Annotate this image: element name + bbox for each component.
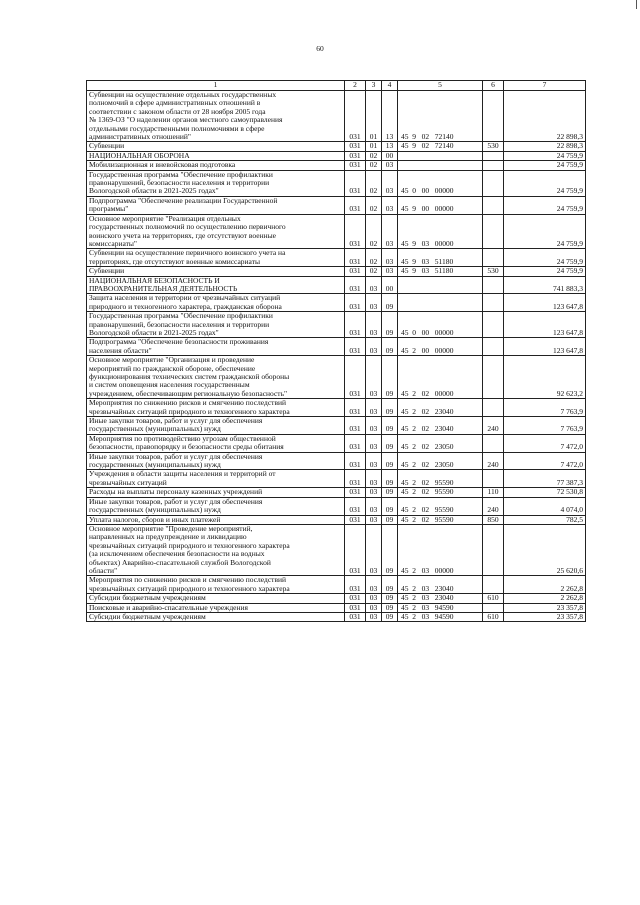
table-row bbox=[87, 267, 586, 276]
amount-cell: 22 898,3 bbox=[504, 91, 586, 142]
table-row bbox=[87, 151, 586, 160]
target-article-cell: 45 9 03 51180 bbox=[398, 267, 483, 276]
subsection-code-cell: 09 bbox=[382, 594, 398, 603]
subsection-code-cell: 09 bbox=[382, 294, 398, 312]
amount-cell: 24 759,9 bbox=[504, 151, 586, 160]
table-row bbox=[87, 170, 586, 196]
budget-table bbox=[86, 80, 586, 622]
section-code-cell: 02 bbox=[366, 170, 382, 196]
target-article-cell bbox=[398, 151, 483, 160]
target-article-cell: 45 2 03 94590 bbox=[398, 603, 483, 612]
section-code-cell: 03 bbox=[366, 594, 382, 603]
section-code-cell: 03 bbox=[366, 488, 382, 497]
section-code-cell: 02 bbox=[366, 196, 382, 214]
expense-type-cell: 240 bbox=[483, 497, 504, 515]
expense-type-cell bbox=[483, 576, 504, 594]
target-article-cell: 45 2 03 23040 bbox=[398, 594, 483, 603]
expense-type-cell: 240 bbox=[483, 452, 504, 470]
ministry-code-cell: 031 bbox=[345, 196, 366, 214]
row-name-cell: Поисковые и аварийно-спасательные учреждения bbox=[87, 603, 345, 612]
target-article-cell: 45 9 03 51180 bbox=[398, 249, 483, 267]
table-row bbox=[87, 91, 586, 142]
expense-type-cell bbox=[483, 214, 504, 249]
row-name-cell: Подпрограмма "Обеспечение безопасности проживания населения области" bbox=[87, 338, 345, 356]
header-cell: 7 bbox=[504, 81, 586, 91]
section-code-cell: 02 bbox=[366, 214, 382, 249]
expense-type-cell bbox=[483, 151, 504, 160]
expense-type-cell bbox=[483, 312, 504, 338]
amount-cell: 24 759,9 bbox=[504, 196, 586, 214]
section-code-cell: 01 bbox=[366, 91, 382, 142]
target-article-cell: 45 2 02 23040 bbox=[398, 399, 483, 417]
header-cell: 4 bbox=[382, 81, 398, 91]
amount-cell: 7 763,9 bbox=[504, 399, 586, 417]
ministry-code-cell: 031 bbox=[345, 142, 366, 151]
subsection-code-cell: 09 bbox=[382, 497, 398, 515]
ministry-code-cell: 031 bbox=[345, 151, 366, 160]
subsection-code-cell: 00 bbox=[382, 276, 398, 294]
table-row bbox=[87, 452, 586, 470]
amount-cell: 77 387,3 bbox=[504, 470, 586, 488]
amount-cell: 23 357,8 bbox=[504, 612, 586, 621]
target-article-cell: 45 2 02 95590 bbox=[398, 515, 483, 524]
expense-type-cell bbox=[483, 434, 504, 452]
section-code-cell: 03 bbox=[366, 399, 382, 417]
amount-cell: 24 759,9 bbox=[504, 267, 586, 276]
target-article-cell: 45 2 02 95590 bbox=[398, 470, 483, 488]
target-article-cell: 45 2 02 23050 bbox=[398, 434, 483, 452]
table-body bbox=[87, 91, 586, 622]
ministry-code-cell: 031 bbox=[345, 399, 366, 417]
amount-cell: 22 898,3 bbox=[504, 142, 586, 151]
expense-type-cell bbox=[483, 161, 504, 170]
target-article-cell: 45 9 02 72140 bbox=[398, 91, 483, 142]
table-row bbox=[87, 338, 586, 356]
ministry-code-cell: 031 bbox=[345, 356, 366, 399]
table-row bbox=[87, 161, 586, 170]
table-row bbox=[87, 196, 586, 214]
amount-cell: 741 883,3 bbox=[504, 276, 586, 294]
target-article-cell: 45 2 02 00000 bbox=[398, 356, 483, 399]
header-cell: 5 bbox=[398, 81, 483, 91]
row-name-cell: Мероприятия по противодействию угрозам общественной безопасности, правопорядку и безопасности среды обитания bbox=[87, 434, 345, 452]
page-number: 60 bbox=[316, 44, 324, 53]
target-article-cell bbox=[398, 294, 483, 312]
row-name-cell: Субсидии бюджетным учреждениям bbox=[87, 594, 345, 603]
amount-cell: 23 357,8 bbox=[504, 603, 586, 612]
table-row bbox=[87, 356, 586, 399]
subsection-code-cell: 09 bbox=[382, 576, 398, 594]
ministry-code-cell: 031 bbox=[345, 452, 366, 470]
ministry-code-cell: 031 bbox=[345, 612, 366, 621]
target-article-cell: 45 2 02 23050 bbox=[398, 452, 483, 470]
expense-type-cell: 110 bbox=[483, 488, 504, 497]
target-article-cell bbox=[398, 161, 483, 170]
section-code-cell: 03 bbox=[366, 497, 382, 515]
ministry-code-cell: 031 bbox=[345, 594, 366, 603]
amount-cell: 2 262,8 bbox=[504, 594, 586, 603]
amount-cell: 24 759,9 bbox=[504, 214, 586, 249]
section-code-cell: 03 bbox=[366, 576, 382, 594]
table-row bbox=[87, 434, 586, 452]
section-code-cell: 03 bbox=[366, 356, 382, 399]
ministry-code-cell: 031 bbox=[345, 434, 366, 452]
header-cell: 6 bbox=[483, 81, 504, 91]
amount-cell: 24 759,9 bbox=[504, 170, 586, 196]
row-name-cell: Государственная программа "Обеспечение профилактики правонарушений, безопасности населения и территории Вологодской области в 2021-2025 годах" bbox=[87, 170, 345, 196]
ministry-code-cell: 031 bbox=[345, 267, 366, 276]
expense-type-cell bbox=[483, 91, 504, 142]
subsection-code-cell: 00 bbox=[382, 151, 398, 160]
row-name-cell: Иные закупки товаров, работ и услуг для обеспечения государственных (муниципальных) нужд bbox=[87, 417, 345, 435]
row-name-cell: Иные закупки товаров, работ и услуг для обеспечения государственных (муниципальных) нужд bbox=[87, 497, 345, 515]
section-code-cell: 03 bbox=[366, 515, 382, 524]
subsection-code-cell: 13 bbox=[382, 91, 398, 142]
amount-cell: 123 647,8 bbox=[504, 338, 586, 356]
expense-type-cell: 240 bbox=[483, 417, 504, 435]
table-row bbox=[87, 312, 586, 338]
subsection-code-cell: 09 bbox=[382, 452, 398, 470]
section-code-cell: 03 bbox=[366, 338, 382, 356]
row-name-cell: Защита населения и территории от чрезвычайных ситуаций природного и техногенного характера, гражданская оборона bbox=[87, 294, 345, 312]
target-article-cell: 45 0 00 00000 bbox=[398, 312, 483, 338]
target-article-cell: 45 2 02 23040 bbox=[398, 417, 483, 435]
expense-type-cell: 610 bbox=[483, 612, 504, 621]
row-name-cell: Мобилизационная и вневойсковая подготовка bbox=[87, 161, 345, 170]
expense-type-cell bbox=[483, 249, 504, 267]
row-name-cell: Иные закупки товаров, работ и услуг для обеспечения государственных (муниципальных) нужд bbox=[87, 452, 345, 470]
expense-type-cell bbox=[483, 524, 504, 575]
target-article-cell: 45 2 02 95590 bbox=[398, 488, 483, 497]
table-row bbox=[87, 603, 586, 612]
table-row bbox=[87, 249, 586, 267]
table-row bbox=[87, 612, 586, 621]
subsection-code-cell: 09 bbox=[382, 417, 398, 435]
section-code-cell: 02 bbox=[366, 151, 382, 160]
ministry-code-cell: 031 bbox=[345, 470, 366, 488]
ministry-code-cell: 031 bbox=[345, 488, 366, 497]
subsection-code-cell: 09 bbox=[382, 603, 398, 612]
table-row bbox=[87, 515, 586, 524]
subsection-code-cell: 13 bbox=[382, 142, 398, 151]
amount-cell: 92 623,2 bbox=[504, 356, 586, 399]
expense-type-cell: 530 bbox=[483, 267, 504, 276]
subsection-code-cell: 09 bbox=[382, 524, 398, 575]
ministry-code-cell: 031 bbox=[345, 338, 366, 356]
ministry-code-cell: 031 bbox=[345, 576, 366, 594]
header-cell: 1 bbox=[87, 81, 345, 91]
row-name-cell: Субвенции на осуществление отдельных государственных полномочий в сфере административных отношений в соответствии с законом области от 28 ноября 2005 года № 1369-ОЗ "О наделении органов местного самоуправления отдельными государственными полномочиями в сфере административных отношений" bbox=[87, 91, 345, 142]
subsection-code-cell: 03 bbox=[382, 249, 398, 267]
section-code-cell: 02 bbox=[366, 161, 382, 170]
subsection-code-cell: 09 bbox=[382, 338, 398, 356]
row-name-cell: Государственная программа "Обеспечение профилактики правонарушений, безопасности населения и территории Вологодской области в 2021-2025 годах" bbox=[87, 312, 345, 338]
amount-cell: 24 759,9 bbox=[504, 161, 586, 170]
table-row bbox=[87, 142, 586, 151]
amount-cell: 7 472,0 bbox=[504, 434, 586, 452]
expense-type-cell bbox=[483, 294, 504, 312]
row-name-cell: Основное мероприятие "Реализация отдельных государственных полномочий по осуществлению первичного воинского учета на территориях, где отсутствуют военные комиссариаты" bbox=[87, 214, 345, 249]
expense-type-cell: 530 bbox=[483, 142, 504, 151]
amount-cell: 2 262,8 bbox=[504, 576, 586, 594]
ministry-code-cell: 031 bbox=[345, 497, 366, 515]
section-code-cell: 03 bbox=[366, 312, 382, 338]
amount-cell: 123 647,8 bbox=[504, 312, 586, 338]
section-code-cell: 03 bbox=[366, 524, 382, 575]
subsection-code-cell: 03 bbox=[382, 170, 398, 196]
row-name-cell: НАЦИОНАЛЬНАЯ ОБОРОНА bbox=[87, 151, 345, 160]
target-article-cell: 45 9 03 00000 bbox=[398, 214, 483, 249]
table-row bbox=[87, 214, 586, 249]
target-article-cell: 45 2 03 94590 bbox=[398, 612, 483, 621]
ministry-code-cell: 031 bbox=[345, 603, 366, 612]
subsection-code-cell: 09 bbox=[382, 488, 398, 497]
row-name-cell: Субвенции на осуществление первичного воинского учета на территориях, где отсутствуют военные комиссариаты bbox=[87, 249, 345, 267]
ministry-code-cell: 031 bbox=[345, 214, 366, 249]
amount-cell: 4 074,0 bbox=[504, 497, 586, 515]
expense-type-cell bbox=[483, 356, 504, 399]
subsection-code-cell: 09 bbox=[382, 434, 398, 452]
section-code-cell: 02 bbox=[366, 249, 382, 267]
table-header-row bbox=[87, 81, 586, 91]
subsection-code-cell: 03 bbox=[382, 196, 398, 214]
section-code-cell: 02 bbox=[366, 267, 382, 276]
target-article-cell: 45 2 03 00000 bbox=[398, 524, 483, 575]
ministry-code-cell: 031 bbox=[345, 91, 366, 142]
amount-cell: 7 472,0 bbox=[504, 452, 586, 470]
target-article-cell: 45 2 03 23040 bbox=[398, 576, 483, 594]
section-code-cell: 03 bbox=[366, 294, 382, 312]
section-code-cell: 01 bbox=[366, 142, 382, 151]
section-code-cell: 03 bbox=[366, 612, 382, 621]
row-name-cell: Расходы на выплаты персоналу казенных учреждений bbox=[87, 488, 345, 497]
ministry-code-cell: 031 bbox=[345, 249, 366, 267]
subsection-code-cell: 03 bbox=[382, 267, 398, 276]
target-article-cell: 45 2 02 95590 bbox=[398, 497, 483, 515]
subsection-code-cell: 03 bbox=[382, 214, 398, 249]
row-name-cell: Уплата налогов, сборов и иных платежей bbox=[87, 515, 345, 524]
row-name-cell: Мероприятия по снижению рисков и смягчению последствий чрезвычайных ситуаций природного и техногенного характера bbox=[87, 576, 345, 594]
ministry-code-cell: 031 bbox=[345, 276, 366, 294]
ministry-code-cell: 031 bbox=[345, 294, 366, 312]
expense-type-cell bbox=[483, 338, 504, 356]
subsection-code-cell: 03 bbox=[382, 161, 398, 170]
expense-type-cell bbox=[483, 196, 504, 214]
target-article-cell: 45 0 00 00000 bbox=[398, 170, 483, 196]
subsection-code-cell: 09 bbox=[382, 612, 398, 621]
expense-type-cell: 850 bbox=[483, 515, 504, 524]
target-article-cell: 45 2 00 00000 bbox=[398, 338, 483, 356]
subsection-code-cell: 09 bbox=[382, 470, 398, 488]
table-row bbox=[87, 294, 586, 312]
row-name-cell: Субсидии бюджетным учреждениям bbox=[87, 612, 345, 621]
section-code-cell: 03 bbox=[366, 276, 382, 294]
ministry-code-cell: 031 bbox=[345, 524, 366, 575]
row-name-cell: Основное мероприятие "Организация и проведение мероприятий по гражданской обороне, обеспечение функционирования технических систем гражданской обороны и систем оповещения населения государственным учреждением, обеспечивающим региональную безопасность" bbox=[87, 356, 345, 399]
subsection-code-cell: 09 bbox=[382, 312, 398, 338]
ministry-code-cell: 031 bbox=[345, 170, 366, 196]
amount-cell: 25 620,6 bbox=[504, 524, 586, 575]
expense-type-cell: 610 bbox=[483, 594, 504, 603]
table-row bbox=[87, 417, 586, 435]
target-article-cell: 45 9 00 00000 bbox=[398, 196, 483, 214]
table-row bbox=[87, 470, 586, 488]
row-name-cell: НАЦИОНАЛЬНАЯ БЕЗОПАСНОСТЬ И ПРАВООХРАНИТЕЛЬНАЯ ДЕЯТЕЛЬНОСТЬ bbox=[87, 276, 345, 294]
table-row bbox=[87, 399, 586, 417]
section-code-cell: 03 bbox=[366, 417, 382, 435]
amount-cell: 72 530,8 bbox=[504, 488, 586, 497]
section-code-cell: 03 bbox=[366, 434, 382, 452]
row-name-cell: Подпрограмма "Обеспечение реализации Государственной программы" bbox=[87, 196, 345, 214]
subsection-code-cell: 09 bbox=[382, 399, 398, 417]
amount-cell: 123 647,8 bbox=[504, 294, 586, 312]
amount-cell: 782,5 bbox=[504, 515, 586, 524]
table-row bbox=[87, 276, 586, 294]
section-code-cell: 03 bbox=[366, 603, 382, 612]
row-name-cell: Учреждения в области защиты населения и территорий от чрезвычайных ситуаций bbox=[87, 470, 345, 488]
table-row bbox=[87, 576, 586, 594]
row-name-cell: Субвенции bbox=[87, 142, 345, 151]
header-cell: 3 bbox=[366, 81, 382, 91]
ministry-code-cell: 031 bbox=[345, 417, 366, 435]
table-row bbox=[87, 497, 586, 515]
row-name-cell: Основное мероприятие "Проведение мероприятий, направленных на предупреждение и ликвидацию чрезвычайных ситуаций природного и техногенного характера (за исключением обеспечения безопасности на водных объектах) Аварийно-спасательной службой Вологодской области" bbox=[87, 524, 345, 575]
section-code-cell: 03 bbox=[366, 452, 382, 470]
table-row bbox=[87, 488, 586, 497]
page-corner-mark bbox=[636, 0, 637, 9]
ministry-code-cell: 031 bbox=[345, 515, 366, 524]
table-row bbox=[87, 524, 586, 575]
amount-cell: 7 763,9 bbox=[504, 417, 586, 435]
expense-type-cell bbox=[483, 470, 504, 488]
subsection-code-cell: 09 bbox=[382, 515, 398, 524]
expense-type-cell bbox=[483, 170, 504, 196]
table-row bbox=[87, 594, 586, 603]
expense-type-cell bbox=[483, 603, 504, 612]
subsection-code-cell: 09 bbox=[382, 356, 398, 399]
target-article-cell bbox=[398, 276, 483, 294]
expense-type-cell bbox=[483, 399, 504, 417]
expense-type-cell bbox=[483, 276, 504, 294]
section-code-cell: 03 bbox=[366, 470, 382, 488]
target-article-cell: 45 9 02 72140 bbox=[398, 142, 483, 151]
ministry-code-cell: 031 bbox=[345, 161, 366, 170]
row-name-cell: Субвенции bbox=[87, 267, 345, 276]
ministry-code-cell: 031 bbox=[345, 312, 366, 338]
amount-cell: 24 759,9 bbox=[504, 249, 586, 267]
row-name-cell: Мероприятия по снижению рисков и смягчению последствий чрезвычайных ситуаций природного и техногенного характера bbox=[87, 399, 345, 417]
header-cell: 2 bbox=[345, 81, 366, 91]
